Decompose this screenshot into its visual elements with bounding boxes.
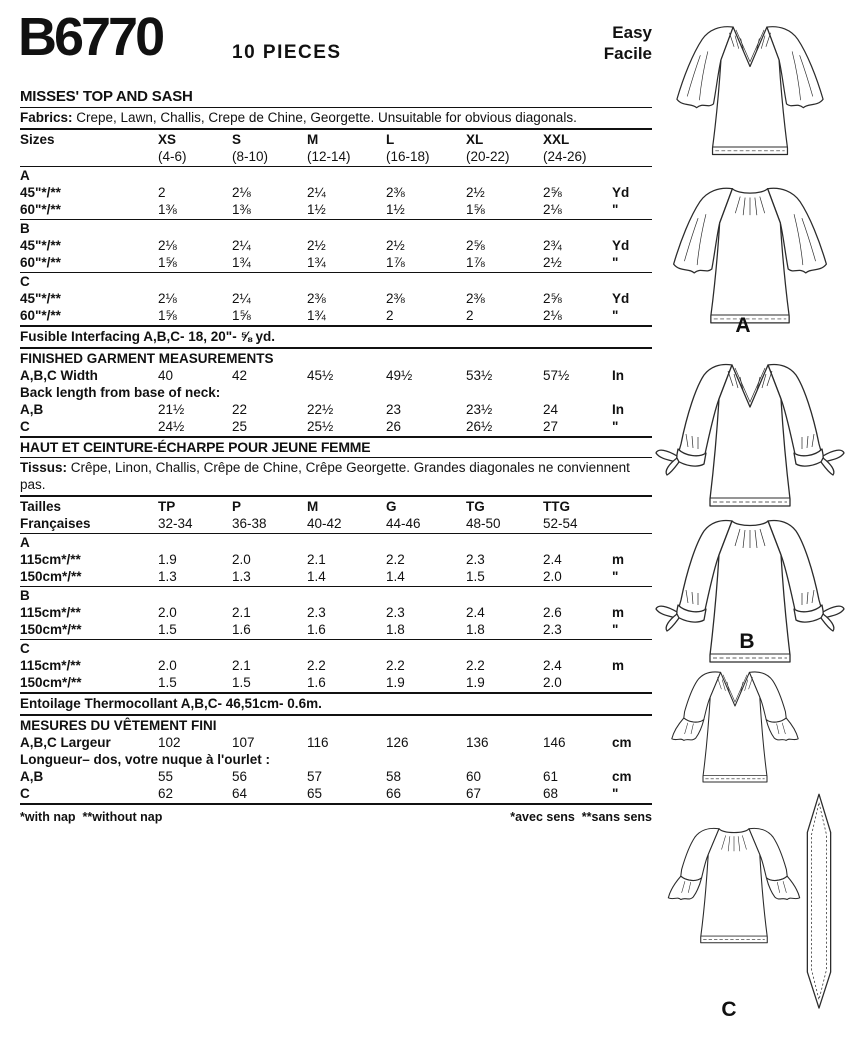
- view-a-label: A: [735, 314, 751, 337]
- size-header-row-fr: [20, 498, 652, 515]
- divider: [20, 325, 652, 327]
- measurement-value: 42: [232, 368, 248, 383]
- yardage-row-label: 60"*/**: [20, 308, 61, 323]
- view-letter: A: [20, 535, 30, 550]
- view-letter: C: [20, 274, 30, 289]
- yardage-row-label: 45"*/**: [20, 238, 61, 253]
- unit-label: ": [612, 255, 619, 270]
- yardage-value: 2¼: [232, 238, 251, 253]
- yardage-row: [20, 551, 652, 568]
- measurement-row-label: A,B,C Largeur: [20, 735, 111, 750]
- unit-label: m: [612, 552, 625, 567]
- size-name: G: [386, 499, 397, 514]
- yardage-value: 2.3: [466, 552, 485, 567]
- size-range: 36-38: [232, 516, 267, 531]
- yardage-value: 2: [158, 185, 166, 200]
- yardage-value: 2⅛: [232, 185, 251, 200]
- yardage-value: 1.5: [466, 569, 485, 584]
- view-letter: C: [20, 641, 30, 656]
- yardage-value: 1⅝: [466, 202, 485, 217]
- unit-label: ": [612, 622, 619, 637]
- view-a-back-drawing: [657, 176, 843, 335]
- measurement-value: 26½: [466, 419, 493, 434]
- view-letter: B: [20, 221, 30, 236]
- yardage-value: 2: [386, 308, 394, 323]
- french-title: HAUT ET CEINTURE-ÉCHARPE POUR JEUNE FEMME: [20, 439, 371, 455]
- measurement-value: 40: [158, 368, 174, 383]
- yardage-value: 2.3: [386, 605, 405, 620]
- unit-label: Yd: [612, 291, 630, 306]
- yardage-value: 1¾: [307, 255, 326, 270]
- yardage-value: 2⅛: [158, 291, 177, 306]
- measurement-value: 102: [158, 735, 181, 750]
- width-row-fr: [20, 734, 652, 751]
- english-title: MISSES' TOP AND SASH: [20, 88, 193, 105]
- interfacing-line-fr: Entoilage Thermocollant A,B,C- 46,51cm- 0.6m.: [20, 696, 322, 711]
- measurement-value: 21½: [158, 402, 185, 417]
- size-range: (20-22): [466, 149, 510, 164]
- yardage-value: 2.2: [307, 658, 326, 673]
- yardage-value: 2.2: [386, 658, 405, 673]
- yardage-row-label: 45"*/**: [20, 185, 61, 200]
- measurement-value: 23½: [466, 402, 493, 417]
- size-range: 40-42: [307, 516, 342, 531]
- measurement-value: 116: [307, 735, 329, 750]
- unit-label: Yd: [612, 185, 630, 200]
- yardage-value: 1.9: [466, 675, 485, 690]
- unit-label: m: [612, 605, 625, 620]
- yardage-value: 2.3: [543, 622, 562, 637]
- view-b-front-drawing: [655, 352, 845, 522]
- size-name: TP: [158, 499, 176, 514]
- pattern-number: B6770: [18, 7, 163, 67]
- size-range-row-en: [20, 148, 652, 165]
- yardage-value: 1.4: [307, 569, 326, 584]
- size-range: (8-10): [232, 149, 269, 164]
- info-panel: [20, 0, 652, 824]
- yardage-value: 1.5: [158, 622, 177, 637]
- yardage-value: 1⅜: [158, 202, 177, 217]
- yardage-value: 2⅜: [386, 185, 405, 200]
- size-name: XL: [466, 132, 484, 147]
- measurement-value: 146: [543, 735, 566, 750]
- yardage-value: 1.6: [307, 675, 326, 690]
- measurement-value: 57: [307, 769, 323, 784]
- yardage-value: 2⅝: [543, 185, 562, 200]
- measurement-value: 136: [466, 735, 489, 750]
- size-range: (16-18): [386, 149, 430, 164]
- yardage-value: 2.0: [543, 675, 562, 690]
- yardage-value: 2.6: [543, 605, 562, 620]
- width-row-en: [20, 367, 652, 384]
- unit-label: cm: [612, 769, 632, 784]
- finished-measurements-title-en: FINISHED GARMENT MEASUREMENTS: [20, 351, 274, 366]
- measurement-value: 23: [386, 402, 402, 417]
- yardage-value: 2: [466, 308, 474, 323]
- yardage-row-label: 150cm*/**: [20, 569, 82, 584]
- yardage-row-label: 150cm*/**: [20, 622, 82, 637]
- yardage-row-label: 115cm*/**: [20, 605, 81, 620]
- view-section-row: [20, 588, 652, 604]
- divider: [20, 272, 652, 273]
- yardage-value: 1⅝: [158, 255, 177, 270]
- measurement-value: 60: [466, 769, 482, 784]
- sizes-label-fr: Tailles: [20, 499, 62, 514]
- view-section-row: [20, 168, 652, 184]
- garment-illustrations: [655, 0, 850, 1039]
- size-name: TTG: [543, 499, 570, 514]
- divider: [20, 347, 652, 349]
- yardage-value: 1.3: [158, 569, 177, 584]
- yardage-value: 1¾: [232, 255, 251, 270]
- size-name: TG: [466, 499, 485, 514]
- footnote-en: *with nap **without nap: [20, 810, 163, 824]
- yardage-row: [20, 184, 652, 201]
- yardage-value: 1.5: [158, 675, 177, 690]
- measurement-row-label: C: [20, 419, 30, 434]
- view-c-back-drawing: [655, 818, 813, 955]
- size-range: 52-54: [543, 516, 578, 531]
- yardage-value: 1.8: [386, 622, 405, 637]
- yardage-value: 1⅝: [158, 308, 177, 323]
- size-name: M: [307, 499, 319, 514]
- footnote-fr: *avec sens **sans sens: [510, 810, 652, 824]
- measurement-row-label: A,B: [20, 402, 44, 417]
- yardage-row: [20, 290, 652, 307]
- interfacing-line-en: Fusible Interfacing A,B,C- 18, 20"- ⅝ yd.: [20, 329, 275, 344]
- yardage-value: 2½: [543, 255, 562, 270]
- view-c-front-drawing: [659, 662, 811, 794]
- divider: [20, 639, 652, 640]
- sash-drawing: [801, 790, 837, 1012]
- unit-label: m: [612, 658, 625, 673]
- size-range: (4-6): [158, 149, 187, 164]
- yardage-value: 1.9: [386, 675, 405, 690]
- yardage-value: 2.1: [232, 658, 251, 673]
- yardage-row-label: 150cm*/**: [20, 675, 82, 690]
- yardage-value: 2¾: [543, 238, 562, 253]
- measurement-value: 68: [543, 786, 559, 801]
- unit-label: In: [612, 368, 624, 383]
- yardage-value: 2.4: [543, 658, 562, 673]
- yardage-value: 2.0: [543, 569, 562, 584]
- fabrics-label-en: Fabrics:: [20, 110, 73, 125]
- yardage-value: 2½: [386, 238, 405, 253]
- length-row-en: [20, 401, 652, 418]
- yardage-value: 1½: [307, 202, 326, 217]
- pieces-count: 10 PIECES: [232, 42, 342, 63]
- yardage-value: 2.4: [466, 605, 485, 620]
- yardage-value: 2¼: [307, 185, 326, 200]
- yardage-value: 1⅞: [386, 255, 405, 270]
- size-range: 32-34: [158, 516, 193, 531]
- measurement-value: 55: [158, 769, 174, 784]
- yardage-value: 2.2: [466, 658, 485, 673]
- yardage-value: 2⅜: [307, 291, 326, 306]
- measurement-row-label: A,B,C Width: [20, 368, 98, 383]
- view-section-row: [20, 274, 652, 290]
- yardage-value: 1.6: [232, 622, 251, 637]
- yardage-row: [20, 307, 652, 324]
- yardage-value: 2⅝: [466, 238, 485, 253]
- yardage-value: 2⅛: [543, 202, 562, 217]
- yardage-value: 2⅛: [543, 308, 562, 323]
- difficulty-fr: Facile: [603, 44, 652, 63]
- size-header-row-en: [20, 131, 652, 148]
- finished-measurements-title-fr: MESURES DU VÊTEMENT FINI: [20, 718, 217, 733]
- yardage-value: 1.6: [307, 622, 326, 637]
- size-range: 44-46: [386, 516, 421, 531]
- yardage-row: [20, 621, 652, 638]
- measurement-value: 61: [543, 769, 559, 784]
- size-name: XS: [158, 132, 177, 147]
- measurement-value: 49½: [386, 368, 413, 383]
- view-section-row: [20, 535, 652, 551]
- measurement-value: 107: [232, 735, 255, 750]
- yardage-value: 1½: [386, 202, 405, 217]
- yardage-value: 2.1: [307, 552, 326, 567]
- view-c-label: C: [721, 998, 737, 1021]
- size-name: S: [232, 132, 242, 147]
- divider: [20, 803, 652, 805]
- masthead: [20, 0, 652, 88]
- yardage-value: 2.3: [307, 605, 326, 620]
- yardage-value: 1⅜: [232, 202, 251, 217]
- yardage-row: [20, 237, 652, 254]
- yardage-value: 1.4: [386, 569, 405, 584]
- length-row-fr: [20, 785, 652, 802]
- divider: [20, 495, 652, 497]
- divider: [20, 457, 652, 458]
- fabrics-text-en: Crepe, Lawn, Challis, Crepe de Chine, Georgette. Unsuitable for obvious diagonals.: [72, 110, 577, 125]
- view-b-label: B: [739, 630, 755, 653]
- back-length-heading-en: Back length from base of neck:: [20, 385, 221, 400]
- fabrics-line-en: [20, 109, 652, 126]
- yardage-value: 2⅜: [466, 291, 485, 306]
- view-a-front-drawing: [661, 14, 839, 166]
- divider: [20, 107, 652, 108]
- measurement-value: 22: [232, 402, 248, 417]
- view-section-row: [20, 641, 652, 657]
- yardage-row-label: 115cm*/**: [20, 658, 81, 673]
- divider: [20, 586, 652, 587]
- yardage-value: 1⅝: [232, 308, 251, 323]
- size-name: M: [307, 132, 319, 147]
- size-range: (12-14): [307, 149, 351, 164]
- divider: [20, 533, 652, 534]
- divider: [20, 219, 652, 220]
- yardage-value: 2½: [466, 185, 485, 200]
- sizes-label-fr-2: Françaises: [20, 516, 91, 531]
- yardage-value: 2.2: [386, 552, 405, 567]
- measurement-value: 53½: [466, 368, 493, 383]
- measurement-value: 24½: [158, 419, 185, 434]
- unit-label: ": [612, 569, 619, 584]
- sizes-label-en: Sizes: [20, 132, 55, 147]
- measurement-row-label: C: [20, 786, 30, 801]
- unit-label: Yd: [612, 238, 630, 253]
- yardage-value: 1⅞: [466, 255, 485, 270]
- divider: [20, 692, 652, 694]
- length-row-fr: [20, 768, 652, 785]
- measurement-value: 24: [543, 402, 559, 417]
- yardage-value: 2.0: [158, 605, 177, 620]
- divider: [20, 128, 652, 130]
- yardage-row-label: 115cm*/**: [20, 552, 81, 567]
- measurement-value: 57½: [543, 368, 570, 383]
- view-section-row: [20, 221, 652, 237]
- yardage-row: [20, 254, 652, 271]
- divider: [20, 166, 652, 167]
- yardage-value: 2.0: [232, 552, 251, 567]
- measurement-value: 25: [232, 419, 248, 434]
- fabrics-label-fr: Tissus:: [20, 460, 68, 475]
- measurement-value: 58: [386, 769, 402, 784]
- measurement-value: 27: [543, 419, 559, 434]
- unit-label: ": [612, 308, 619, 323]
- yardage-value: 1.9: [158, 552, 177, 567]
- divider: [20, 714, 652, 716]
- yardage-value: 2½: [307, 238, 326, 253]
- yardage-value: 2¼: [232, 291, 251, 306]
- measurement-value: 126: [386, 735, 409, 750]
- yardage-value: 1.3: [232, 569, 251, 584]
- yardage-value: 1¾: [307, 308, 326, 323]
- unit-label: ": [612, 202, 619, 217]
- yardage-row-label: 60"*/**: [20, 202, 61, 217]
- yardage-value: 2⅛: [158, 238, 177, 253]
- yardage-row: [20, 568, 652, 585]
- yardage-value: 1.5: [232, 675, 251, 690]
- size-name: P: [232, 499, 242, 514]
- yardage-row: [20, 657, 652, 674]
- size-name: L: [386, 132, 395, 147]
- size-range: 48-50: [466, 516, 501, 531]
- yardage-row: [20, 674, 652, 691]
- unit-label: ": [612, 786, 619, 801]
- measurement-value: 45½: [307, 368, 334, 383]
- measurement-value: 56: [232, 769, 248, 784]
- size-range: (24-26): [543, 149, 587, 164]
- size-range-row-fr: [20, 515, 652, 532]
- view-letter: B: [20, 588, 30, 603]
- unit-label: In: [612, 402, 624, 417]
- yardage-value: 2⅜: [386, 291, 405, 306]
- measurement-value: 67: [466, 786, 482, 801]
- size-name: XXL: [543, 132, 570, 147]
- yardage-value: 2.0: [158, 658, 177, 673]
- yardage-value: 2.1: [232, 605, 251, 620]
- yardage-row: [20, 604, 652, 621]
- yardage-row: [20, 201, 652, 218]
- difficulty-rating: [604, 22, 652, 64]
- measurement-row-label: A,B: [20, 769, 44, 784]
- yardage-row-label: 60"*/**: [20, 255, 61, 270]
- divider: [20, 436, 652, 438]
- measurement-value: 64: [232, 786, 248, 801]
- measurement-value: 25½: [307, 419, 334, 434]
- yardage-row-label: 45"*/**: [20, 291, 61, 306]
- yardage-value: 2.4: [543, 552, 562, 567]
- yardage-value: 1.8: [466, 622, 485, 637]
- measurement-value: 65: [307, 786, 323, 801]
- view-letter: A: [20, 168, 30, 183]
- unit-label: ": [612, 419, 619, 434]
- fabrics-text-fr: Crêpe, Linon, Challis, Crêpe de Chine, Crêpe Georgette. Grandes diagonales ne conviennent pas.: [20, 460, 630, 492]
- fabrics-line-fr: [20, 459, 652, 493]
- measurement-value: 62: [158, 786, 174, 801]
- back-length-heading-fr: Longueur– dos, votre nuque à l'ourlet :: [20, 752, 270, 767]
- measurement-value: 26: [386, 419, 402, 434]
- length-row-en: [20, 418, 652, 435]
- unit-label: cm: [612, 735, 632, 750]
- footnotes-row: [20, 810, 652, 824]
- difficulty-en: Easy: [612, 23, 652, 42]
- yardage-value: 2⅝: [543, 291, 562, 306]
- measurement-value: 22½: [307, 402, 334, 417]
- measurement-value: 66: [386, 786, 402, 801]
